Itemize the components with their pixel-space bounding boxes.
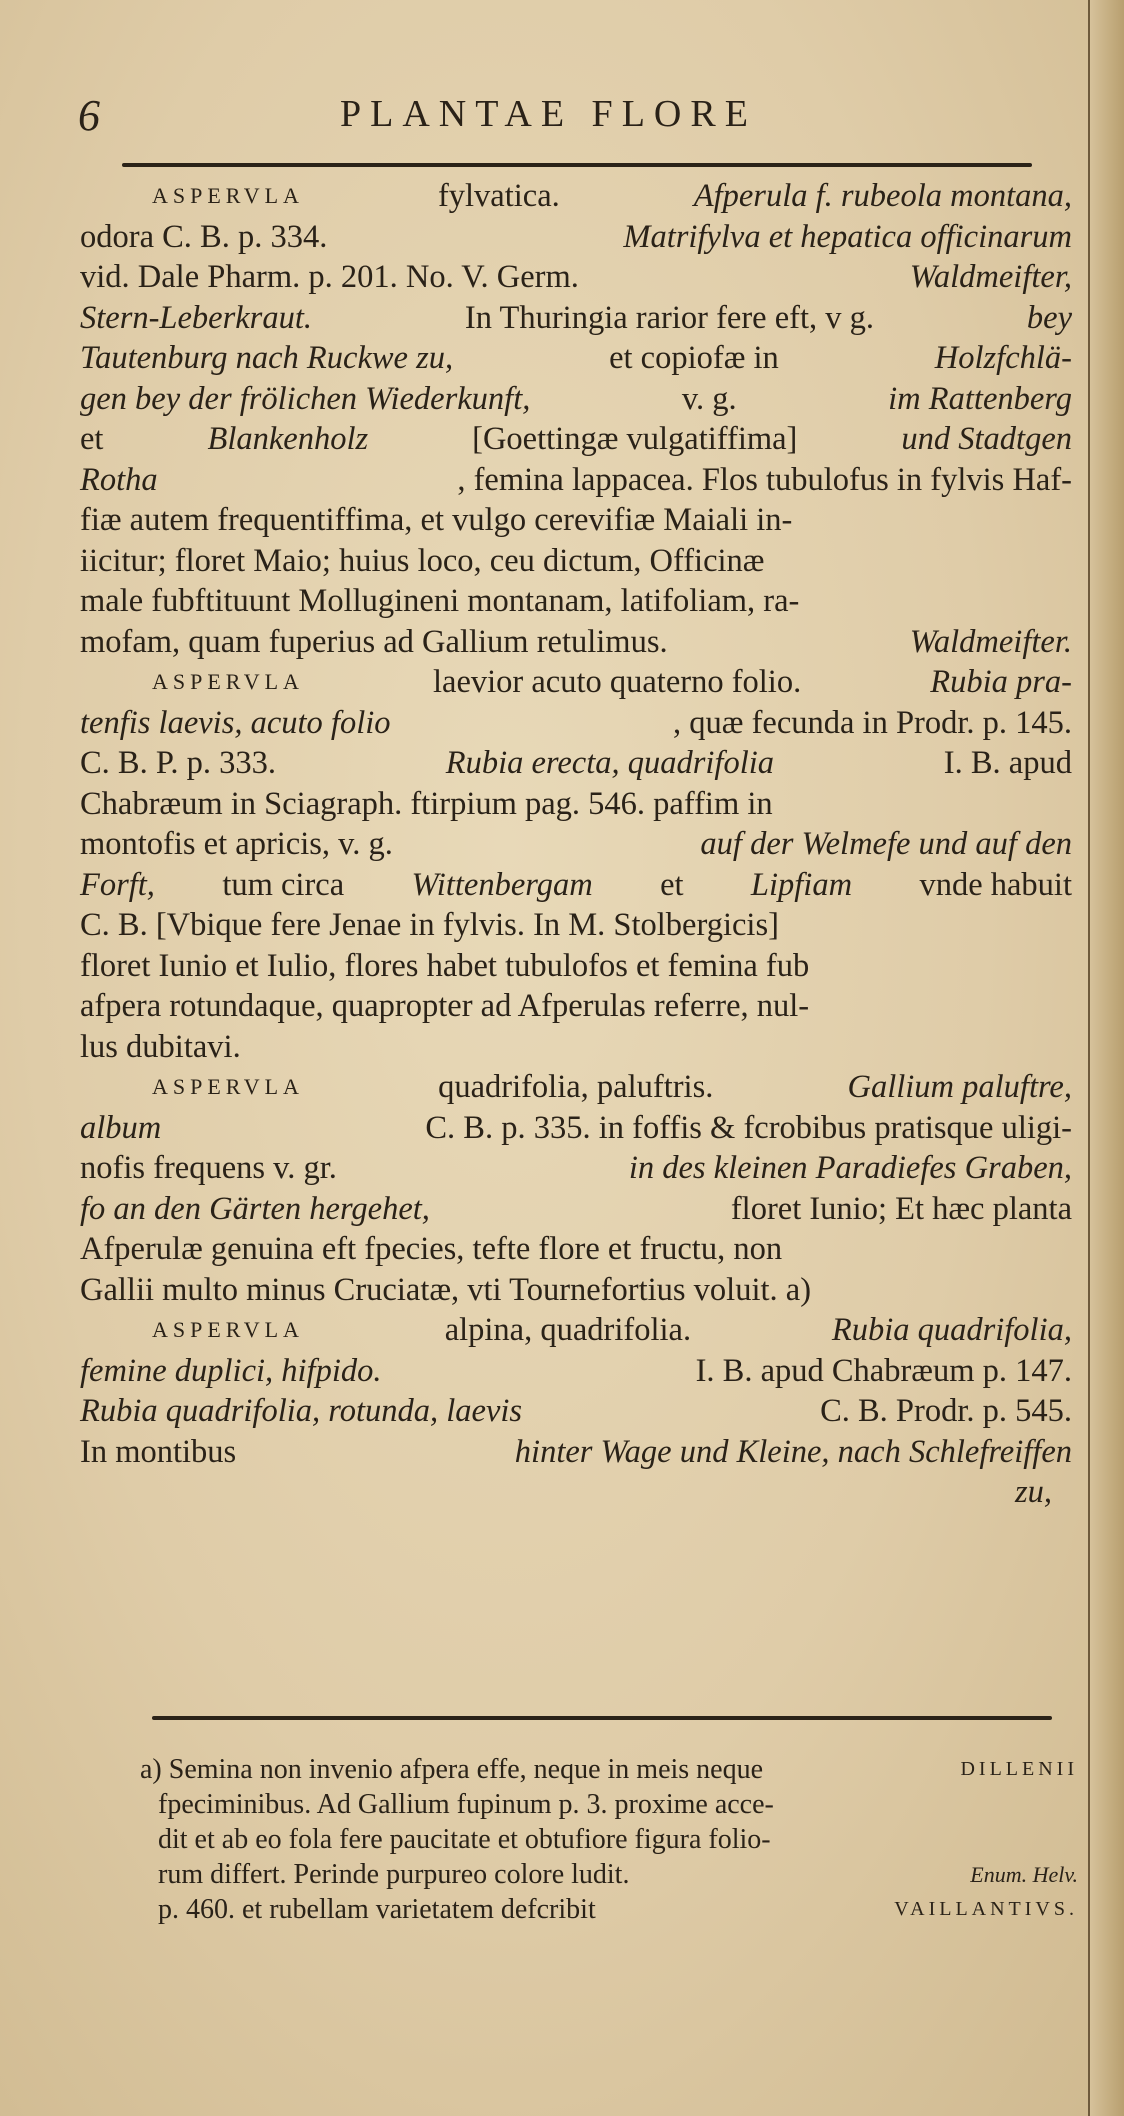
- text-run: Rubia quadrifolia,: [831, 1312, 1072, 1348]
- text-run: VAILLANTIVS.: [894, 1898, 1078, 1920]
- header-rule: [122, 163, 1032, 167]
- text-line: [80, 703, 1072, 744]
- text-line: [80, 338, 1072, 379]
- text-line: [80, 662, 1072, 703]
- text-line: [80, 581, 1072, 622]
- text-run: bey: [1026, 299, 1072, 336]
- text-run: hinter Wage und Kleine, nach Schlefreiffen: [514, 1433, 1072, 1470]
- text-run: Rubia pra-: [930, 664, 1072, 700]
- text-run: Rotha: [80, 461, 158, 498]
- text-run: Stern-Leberkraut.: [80, 299, 312, 336]
- text-run: In montibus: [80, 1433, 237, 1470]
- catchword: [80, 1472, 1072, 1513]
- text-run: nofis frequens v. gr.: [80, 1150, 337, 1186]
- text-line: [80, 986, 1072, 1027]
- text-line: [80, 1432, 1072, 1473]
- text-run: ASPERVLA: [152, 1317, 304, 1342]
- text-line: [80, 784, 1072, 825]
- text-run: vid. Dale Pharm. p. 201. No. V. Germ.: [80, 259, 579, 295]
- text-run: DILLENII: [960, 1758, 1078, 1780]
- text-run: p. 460. et rubellam varietatem defcribit: [158, 1894, 596, 1925]
- text-run: floret Iunio; Et hæc planta: [730, 1190, 1072, 1227]
- text-run: I. B. apud Chabræum p. 147.: [695, 1352, 1072, 1389]
- text-line: [80, 419, 1072, 460]
- text-run: ASPERVLA: [152, 669, 304, 694]
- text-run: auf der Welmefe und auf den: [700, 826, 1072, 862]
- text-run: fpeciminibus. Ad Gallium fupinum p. 3. proxime acce-: [158, 1789, 774, 1820]
- text-run: rum differt. Perinde purpureo colore ludit.: [158, 1859, 630, 1890]
- text-run: C. B. P. p. 333.: [80, 745, 276, 781]
- text-run: iicitur; floret Maio; huius loco, ceu dictum, Officinæ: [80, 542, 765, 579]
- footnote-line: [158, 1892, 1078, 1927]
- footnote-line: [158, 1857, 1078, 1892]
- text-run: afpera rotundaque, quapropter ad Afperulas referre, nul-: [80, 988, 810, 1024]
- text-run: Wittenbergam: [411, 866, 593, 903]
- text-line: [80, 176, 1072, 217]
- text-line: [80, 1067, 1072, 1108]
- text-run: a) Semina non invenio afpera effe, neque in meis neque: [140, 1754, 764, 1785]
- footnote-line: [158, 1787, 1078, 1822]
- text-run: lus dubitavi.: [80, 1028, 241, 1065]
- text-run: et copiofæ in: [609, 340, 779, 376]
- text-line: [80, 379, 1072, 420]
- text-run: I. B. apud: [943, 745, 1072, 781]
- text-run: femine duplici, hifpido.: [80, 1352, 382, 1389]
- text-run: montofis et apricis, v. g.: [80, 826, 393, 862]
- footnote-line: [140, 1752, 1078, 1787]
- text-run: Waldmeifter.: [909, 623, 1072, 660]
- text-run: Rubia erecta, quadrifolia: [445, 745, 775, 781]
- text-run: fiæ autem frequentiffima, et vulgo cerevifiæ Maiali in-: [80, 502, 793, 538]
- text-run: , femina lappacea. Flos tubulofus in fylvis Haf-: [457, 461, 1072, 498]
- text-run: C. B. p. 335. in foffis & fcrobibus pratisque uligi-: [425, 1109, 1072, 1146]
- text-line: [80, 905, 1072, 946]
- text-line: [80, 1148, 1072, 1189]
- text-run: Chabræum in Sciagraph. ftirpium pag. 546. paffim in: [80, 785, 773, 822]
- text-run: quadrifolia, paluftris.: [438, 1069, 714, 1105]
- page-header: [78, 88, 1038, 148]
- text-run: ASPERVLA: [152, 1074, 304, 1099]
- text-line: [80, 1027, 1072, 1068]
- text-run: Blankenholz: [207, 421, 369, 457]
- text-run: Gallii multo minus Cruciatæ, vti Tournefortius voluit. a): [80, 1271, 812, 1308]
- text-line: [80, 500, 1072, 541]
- text-run: Lipfiam: [750, 866, 853, 903]
- text-run: dit et ab eo fola fere paucitate et obtufiore figura folio-: [158, 1824, 771, 1855]
- footnote: [140, 1752, 1078, 1927]
- text-run: fylvatica.: [437, 178, 560, 214]
- text-run: Tautenburg nach Ruckwe zu,: [80, 340, 454, 376]
- text-run: fo an den Gärten hergehet,: [80, 1190, 430, 1227]
- text-line: [80, 1310, 1072, 1351]
- main-text: [80, 176, 1072, 1513]
- text-line: [80, 824, 1072, 865]
- text-run: C. B. [Vbique fere Jenae in fylvis. In M. Stolbergicis]: [80, 907, 779, 943]
- text-run: Matrifylva et hepatica officinarum: [623, 218, 1072, 255]
- text-run: Forft,: [80, 866, 155, 903]
- footnote-line: [158, 1822, 1078, 1857]
- page-number: 6: [78, 91, 100, 140]
- text-line: [80, 1391, 1072, 1432]
- text-run: und Stadtgen: [901, 421, 1072, 457]
- page-edge: [1088, 0, 1124, 2116]
- text-run: Enum. Helv.: [970, 1862, 1078, 1887]
- text-run: Rubia quadrifolia, rotunda, laevis: [80, 1393, 523, 1429]
- text-line: [80, 541, 1072, 582]
- text-line: [80, 865, 1072, 906]
- text-line: [80, 1189, 1072, 1230]
- text-line: [80, 743, 1072, 784]
- text-line: [80, 946, 1072, 987]
- text-run: C. B. Prodr. p. 545.: [820, 1393, 1072, 1429]
- text-line: [80, 1108, 1072, 1149]
- text-run: In Thuringia rarior fere eft, v g.: [464, 299, 874, 336]
- text-run: tum circa: [222, 866, 345, 903]
- text-line: [80, 460, 1072, 501]
- catchword-text: zu,: [1014, 1474, 1052, 1510]
- text-line: [80, 622, 1072, 663]
- text-run: album: [80, 1109, 162, 1146]
- text-run: Waldmeifter,: [909, 259, 1072, 295]
- text-run: Afperulæ genuina eft fpecies, tefte flore et fructu, non: [80, 1231, 783, 1267]
- text-run: et: [80, 421, 104, 457]
- text-run: v. g.: [681, 380, 737, 417]
- footnote-rule: [152, 1716, 1052, 1720]
- text-run: Holzfchlä-: [934, 340, 1072, 376]
- text-run: in des kleinen Paradiefes Graben,: [628, 1150, 1072, 1186]
- text-line: [80, 1229, 1072, 1270]
- text-line: [80, 217, 1072, 258]
- text-run: ASPERVLA: [152, 183, 304, 208]
- text-run: Gallium paluftre,: [847, 1069, 1072, 1105]
- text-run: et: [660, 866, 684, 903]
- text-run: [Goettingæ vulgatiffima]: [472, 421, 798, 457]
- text-run: tenfis laevis, acuto folio: [80, 704, 391, 741]
- text-line: [80, 1351, 1072, 1392]
- text-line: [80, 257, 1072, 298]
- text-run: odora C. B. p. 334.: [80, 218, 328, 255]
- text-run: gen bey der frölichen Wiederkunft,: [80, 380, 531, 417]
- text-run: male fubftituunt Mollugineni montanam, latifoliam, ra-: [80, 583, 800, 619]
- text-run: laevior acuto quaterno folio.: [433, 664, 802, 700]
- text-run: floret Iunio et Iulio, flores habet tubulofos et femina fub: [80, 947, 810, 984]
- text-run: Afperula f. rubeola montana,: [693, 178, 1072, 214]
- text-run: alpina, quadrifolia.: [444, 1312, 692, 1348]
- text-line: [80, 1270, 1072, 1311]
- text-run: , quæ fecunda in Prodr. p. 145.: [673, 704, 1072, 741]
- text-run: im Rattenberg: [888, 380, 1072, 417]
- text-line: [80, 298, 1072, 339]
- text-run: mofam, quam fuperius ad Gallium retulimus.: [80, 623, 668, 660]
- running-title: PLANTAE FLORE: [340, 93, 757, 135]
- text-run: vnde habuit: [919, 866, 1072, 903]
